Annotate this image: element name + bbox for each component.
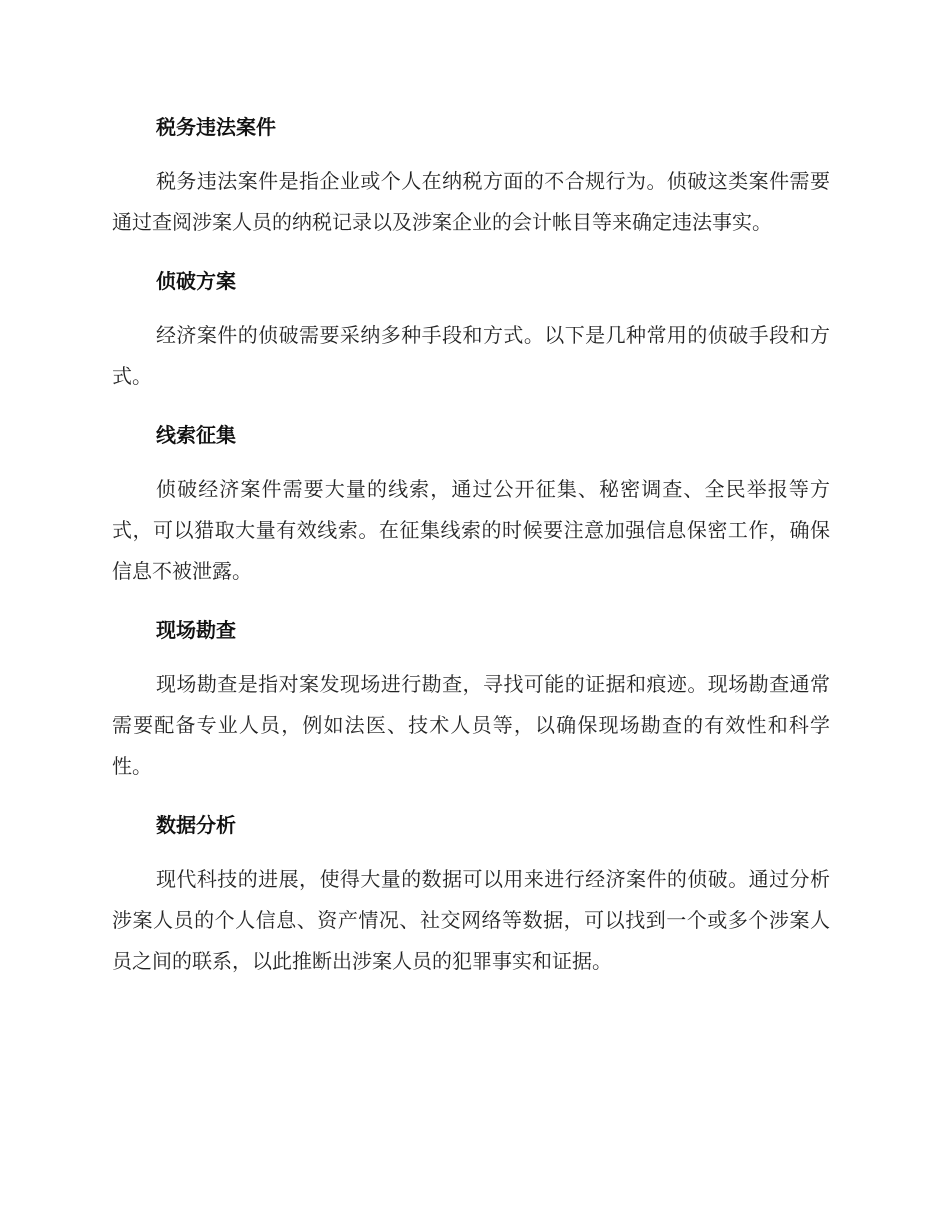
- section-paragraph: 现代科技的进展，使得大量的数据可以用来进行经济案件的侦破。通过分析涉案人员的个人信息、资产情况、社交网络等数据，可以找到一个或多个涉案人员之间的联系，以此推断出涉案人员的犯罪事实和证据。: [112, 867, 830, 973]
- section-investigation-plan: [112, 262, 830, 397]
- section-heading: 税务违法案件: [156, 115, 276, 139]
- section-paragraph: 税务违法案件是指企业或个人在纳税方面的不合规行为。侦破这类案件需要通过查阅涉案人员的纳税记录以及涉案企业的会计帐目等来确定违法事实。: [112, 169, 830, 234]
- section-paragraph: 现场勘查是指对案发现场进行勘查，寻找可能的证据和痕迹。现场勘查通常需要配备专业人员，例如法医、技术人员等，以确保现场勘查的有效性和科学性。: [112, 672, 830, 778]
- section-heading: 线索征集: [156, 423, 236, 447]
- section-data-analysis: [112, 806, 830, 982]
- section-site-investigation: [112, 611, 830, 787]
- document-page: [112, 108, 830, 1001]
- section-heading: 侦破方案: [156, 269, 236, 293]
- section-heading: 现场勘查: [156, 618, 236, 642]
- section-heading: 数据分析: [156, 813, 236, 837]
- section-paragraph: 经济案件的侦破需要采纳多种手段和方式。以下是几种常用的侦破手段和方式。: [112, 323, 830, 388]
- section-tax-violation: [112, 108, 830, 243]
- section-paragraph: 侦破经济案件需要大量的线索，通过公开征集、秘密调查、全民举报等方式，可以猎取大量有效线索。在征集线索的时候要注意加强信息保密工作，确保信息不被泄露。: [112, 477, 830, 583]
- section-clue-collection: [112, 416, 830, 592]
